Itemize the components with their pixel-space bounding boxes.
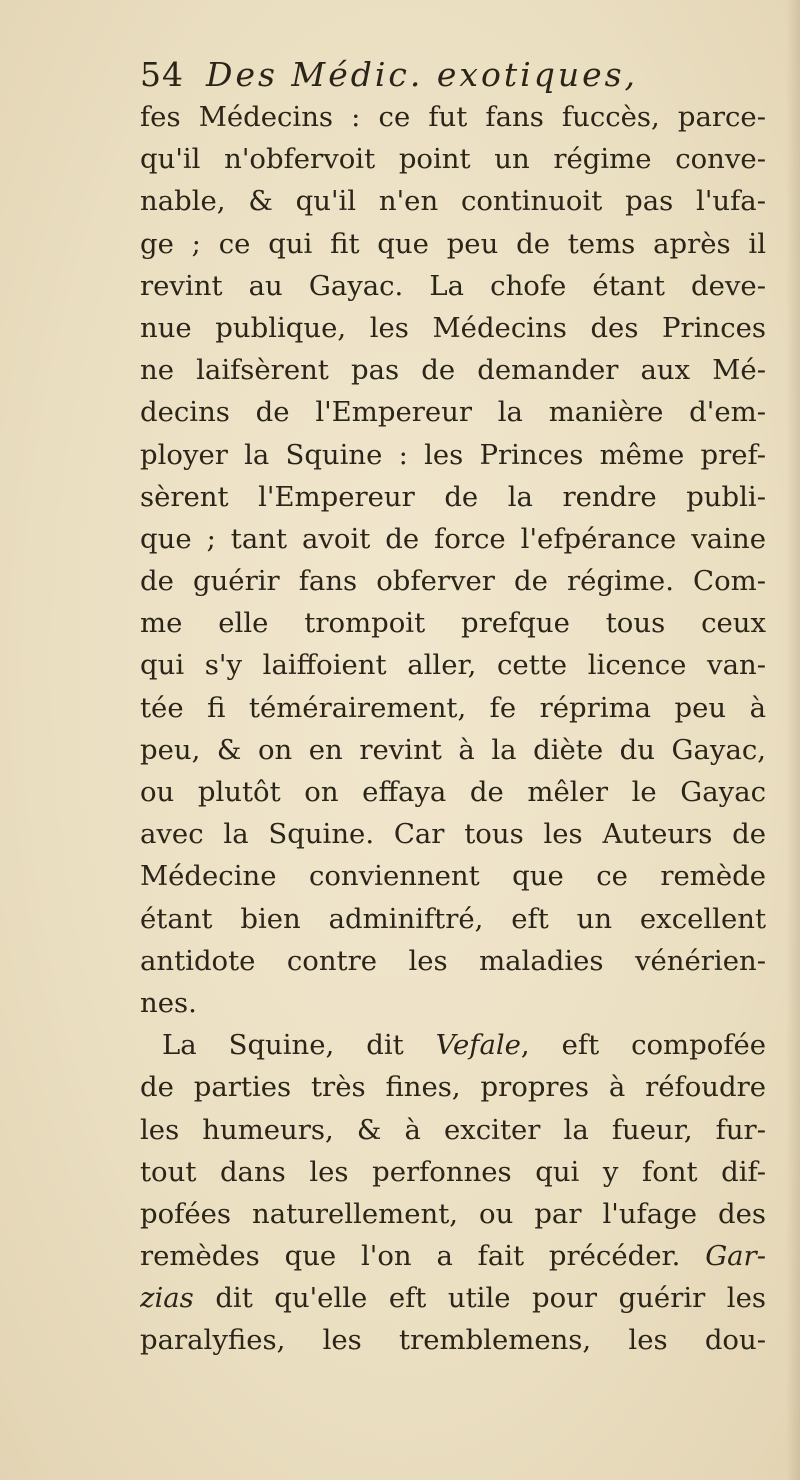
author-name-vesale: Vefale <box>435 1029 521 1062</box>
text-line: sèrent l'Empereur de la rendre publi- <box>140 480 766 513</box>
text-line: me elle trompoit prefque tous ceux <box>140 607 766 640</box>
text-line: avec la Squine. Car tous les Auteurs de <box>140 818 766 851</box>
text-line: ployer la Squine : les Princes même pref- <box>140 438 766 471</box>
author-name-garzias-start: Gar- <box>705 1240 766 1273</box>
text-line: qu'il n'obfervoit point un régime conve- <box>140 143 766 176</box>
text-line <box>140 1277 766 1319</box>
text-line: tée fi témérairement, fe réprima peu à <box>140 691 766 724</box>
text-line: paralyfies, les tremblemens, les dou- <box>140 1324 766 1357</box>
text-line: étant bien adminiftré, eft un excellent <box>140 902 766 935</box>
author-name-garzias-end: zias <box>140 1282 194 1315</box>
text-line: fes Médecins : ce fut fans fuccès, parce- <box>140 101 766 133</box>
text-line: Médecine conviennent que ce remède <box>140 860 766 893</box>
text-line: les humeurs, & à exciter la fueur, fur- <box>140 1113 766 1146</box>
text-line: nable, & qu'il n'en continuoit pas l'ufa- <box>140 185 766 218</box>
line-text-start: La Squine, dit <box>162 1029 436 1062</box>
text-line: ne laifsèrent pas de demander aux Mé- <box>140 354 766 387</box>
page-number: 54 <box>140 55 184 94</box>
text-line: nes. <box>140 986 197 1019</box>
line-text-end: , eft compofée <box>520 1029 766 1062</box>
text-line: peu, & on en revint à la diète du Gayac, <box>140 733 766 766</box>
text-line: qui s'y laiffoient aller, cette licence van- <box>140 649 766 682</box>
text-line: pofées naturellement, ou par l'ufage des <box>140 1197 766 1230</box>
text-line: ou plutôt on effaya de mêler le Gayac <box>140 776 766 808</box>
text-line: tout dans les perfonnes qui y font dif- <box>140 1155 766 1188</box>
line-text-start: remèdes que l'on a fait précéder. <box>140 1240 706 1273</box>
running-title: Des Médic. exotiques, <box>206 55 639 94</box>
text-line: antidote contre les maladies vénérien- <box>140 944 766 977</box>
text-line: que ; tant avoit de force l'efpérance vaine <box>140 522 766 555</box>
text-line: de parties très fines, propres à réfoudre <box>140 1071 766 1104</box>
text-line: revint au Gayac. La chofe étant deve- <box>140 269 766 302</box>
text-line: ge ; ce qui fit que peu de tems après il <box>140 227 766 260</box>
text-line: decins de l'Empereur la manière d'em- <box>140 396 766 429</box>
text-line: nue publique, les Médecins des Princes <box>140 311 766 344</box>
paragraph-start-line <box>140 1024 766 1066</box>
running-header <box>140 52 760 98</box>
body-text <box>140 96 766 1362</box>
text-line <box>140 1235 766 1277</box>
line-text-end: dit qu'elle eft utile pour guérir les <box>193 1282 766 1315</box>
text-line: de guérir fans obferver de régime. Com- <box>140 565 766 598</box>
